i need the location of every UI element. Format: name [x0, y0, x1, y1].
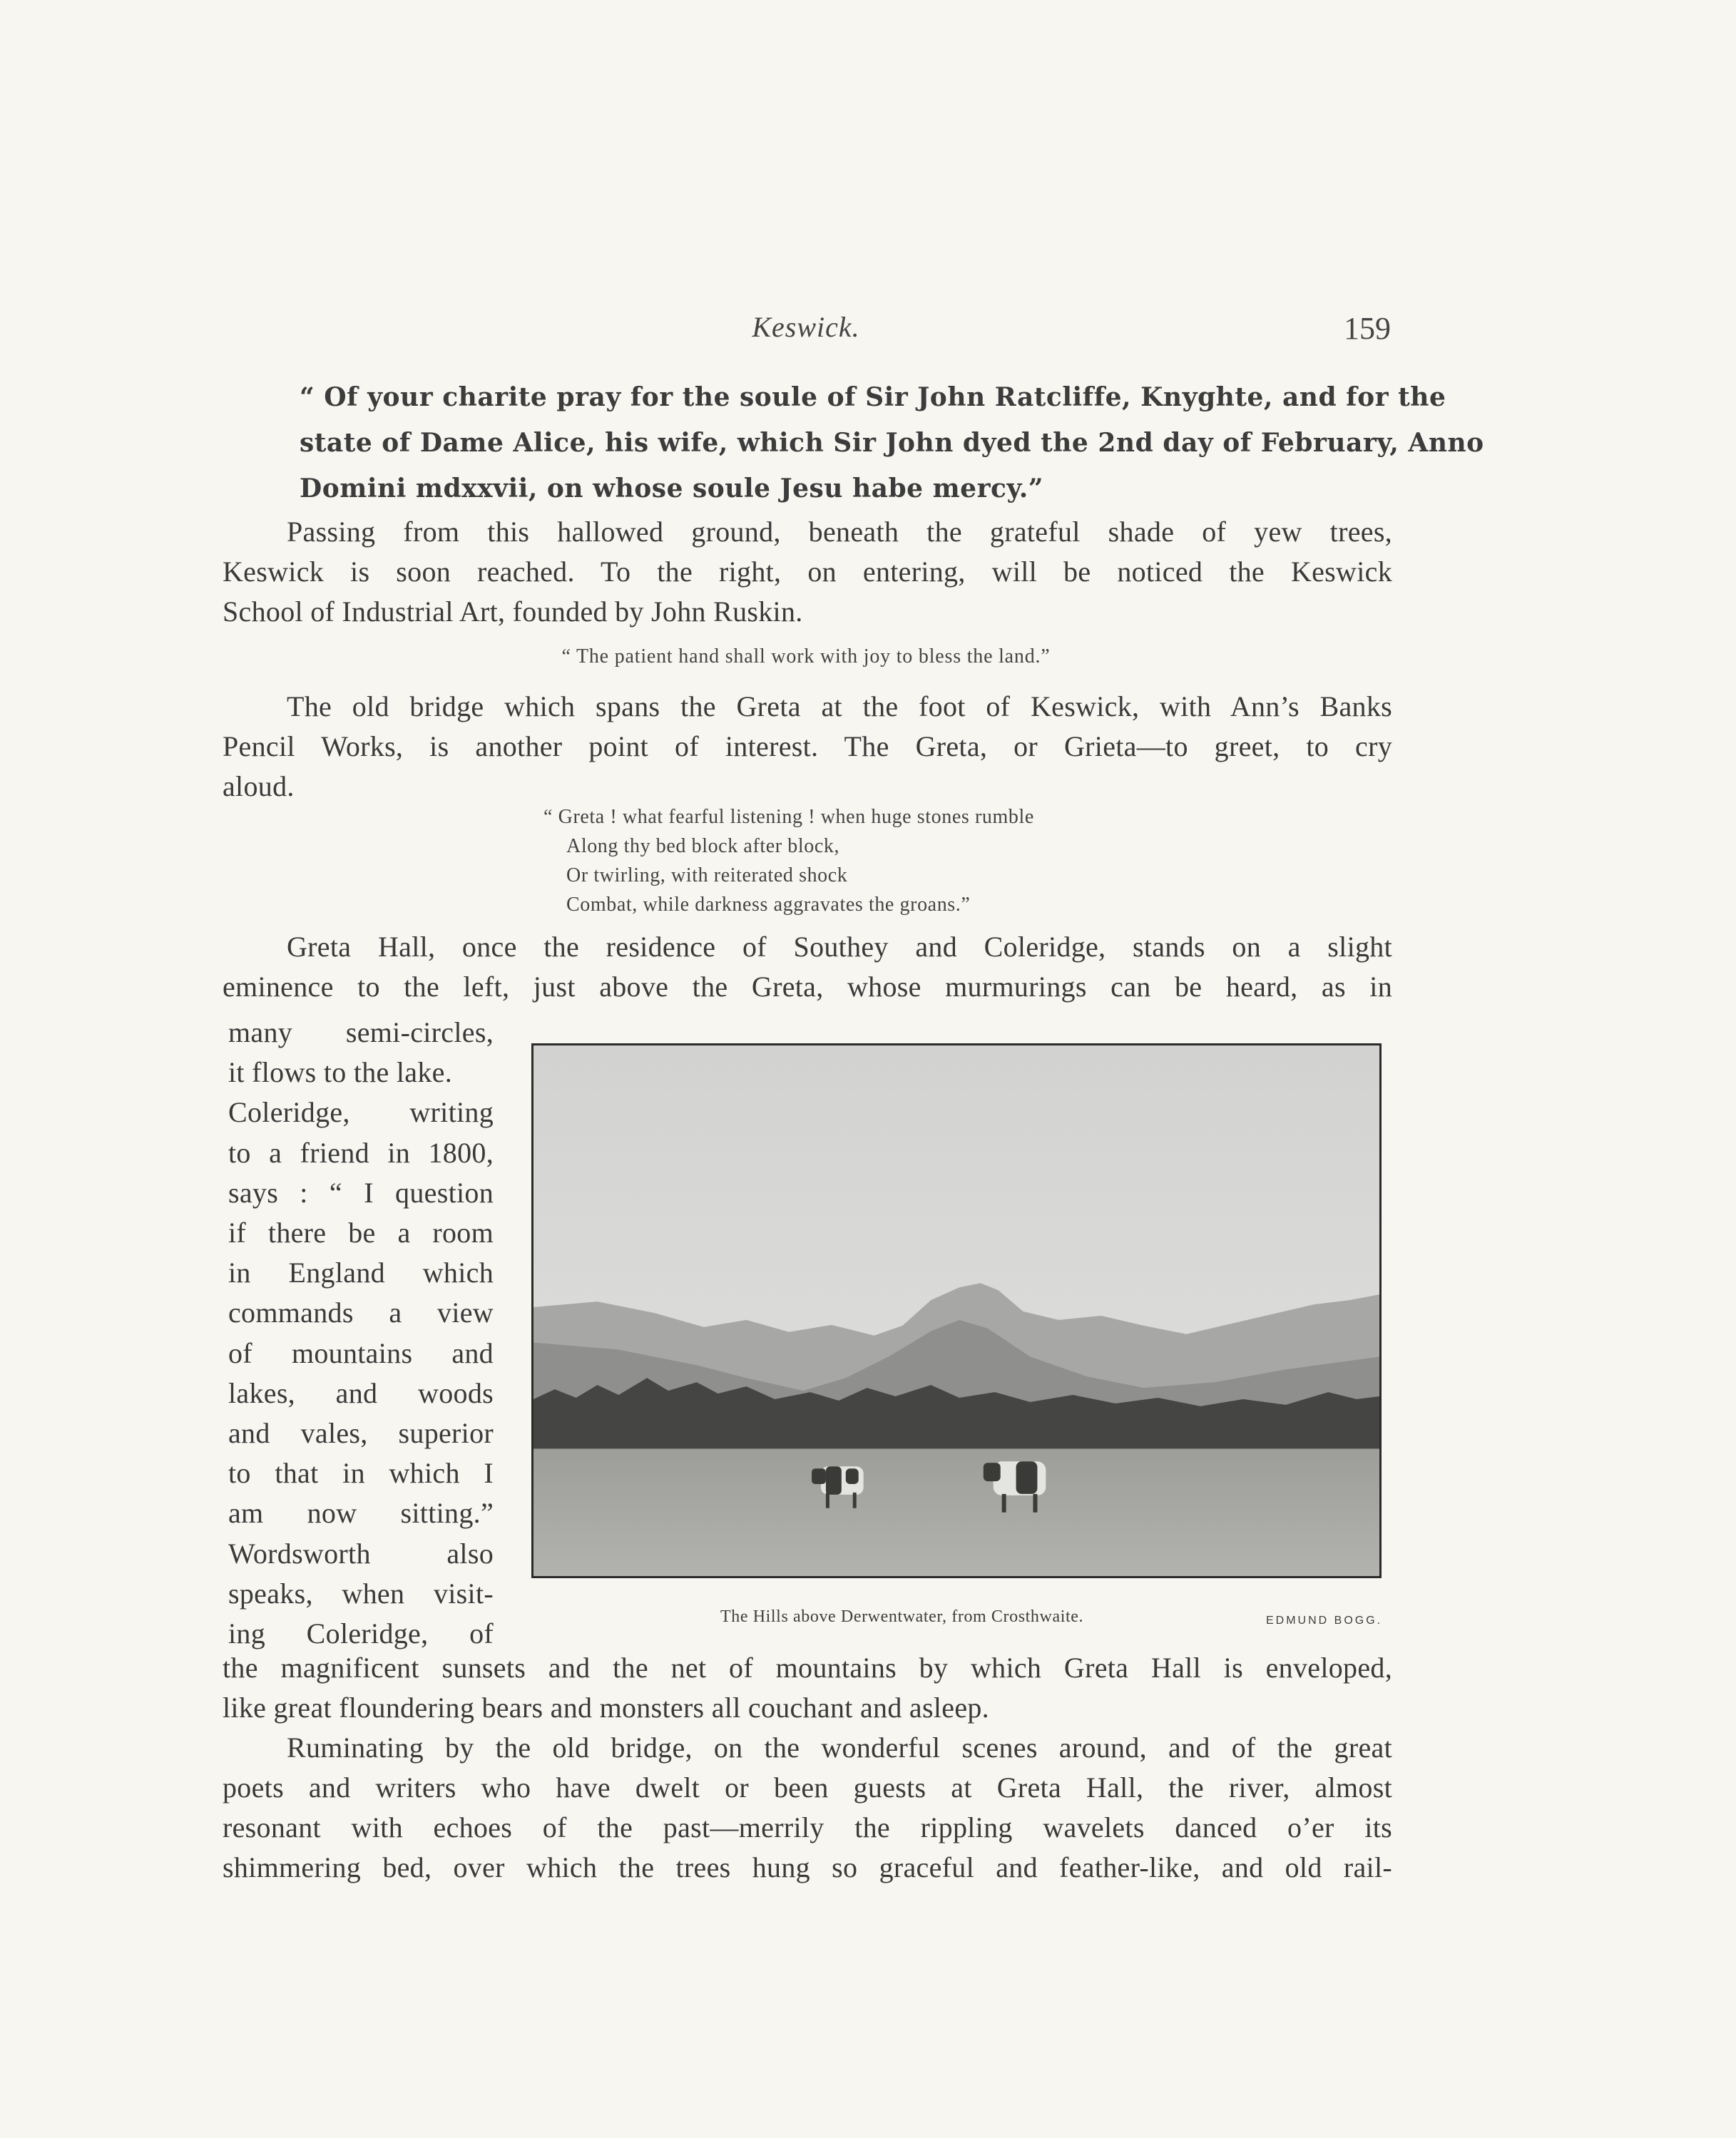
text-line: School of Industrial Art, founded by John Ruskin. [223, 595, 803, 628]
text-line: commands a view [228, 1296, 494, 1329]
epitaph-line: “ Of your charite pray for the soule of Sir John Ratcliffe, Knyghte, and for the [300, 382, 1446, 412]
text-line: to that in which I [228, 1457, 494, 1490]
paragraph-3-full [223, 927, 1392, 1007]
text-line: and vales, superior [228, 1417, 494, 1450]
paragraph-3-side-column [228, 1013, 494, 1654]
running-title: Keswick. [752, 311, 860, 343]
derwentwater-photograph [531, 1043, 1382, 1578]
text-line: speaks, when visit- [228, 1577, 494, 1610]
text-line: the magnificent sunsets and the net of mountains by which Greta Hall is enveloped, [223, 1652, 1392, 1684]
text-line: The old bridge which spans the Greta at the foot of Keswick, with Ann’s Banks [287, 690, 1392, 722]
paragraph-3-tail [223, 1648, 1392, 1728]
text-line: Keswick is soon reached. To the right, on entering, will be noticed the Keswick [223, 556, 1392, 588]
running-head [221, 310, 1391, 353]
text-line: Wordsworth also [228, 1537, 494, 1570]
page-number: 159 [1344, 311, 1391, 346]
text-line: Passing from this hallowed ground, beneath the grateful shade of yew trees, [287, 516, 1392, 548]
text-line: of mountains and [228, 1336, 494, 1369]
text-line: resonant with echoes of the past—merrily the rippling wavelets danced o’er its [223, 1811, 1392, 1843]
poem-line: Along thy bed block after block, [566, 835, 840, 857]
text-line: shimmering bed, over which the trees hung so graceful and feather-like, and old rail- [223, 1851, 1392, 1883]
text-line: to a friend in 1800, [228, 1136, 494, 1169]
text-line: ing Coleridge, of [228, 1617, 494, 1650]
paragraph-2 [223, 687, 1392, 807]
text-line: says : “ I question [228, 1176, 494, 1209]
coleridge-poem [543, 802, 1034, 919]
paragraph-4 [223, 1728, 1392, 1888]
text-line: if there be a room [228, 1217, 494, 1249]
text-line: Greta Hall, once the residence of Southey and Coleridge, stands on a slight [287, 931, 1392, 963]
text-line: Pencil Works, is another point of interest. The Greta, or Grieta—to greet, to cry [223, 730, 1392, 762]
text-line: many semi-circles, [228, 1016, 494, 1048]
epitaph-line: state of Dame Alice, his wife, which Sir John dyed the 2nd day of February, Anno [300, 428, 1484, 458]
text-line: lakes, and woods [228, 1376, 494, 1409]
poem-line: Or twirling, with reiterated shock [566, 864, 848, 886]
photo-caption: The Hills above Derwentwater, from Crosthwaite. [720, 1607, 1084, 1626]
text-line: in England which [228, 1257, 494, 1289]
epitaph-line: Domini mdxxvii, on whose soule Jesu habe mercy.” [300, 474, 1044, 503]
epitaph-blackletter [300, 374, 1484, 511]
poem-line: “ Greta ! what fearful listening ! when huge stones rumble [543, 806, 1034, 828]
poem-line: Combat, while darkness aggravates the groans.” [566, 894, 971, 916]
text-line: am now sitting.” [228, 1497, 494, 1530]
photo-credit: EDMUND BOGG. [1266, 1615, 1383, 1627]
text-line: eminence to the left, just above the Greta, whose murmurings can be heard, as in [223, 971, 1392, 1003]
photo-field [533, 1448, 1379, 1576]
photo-landscape [533, 1045, 1379, 1576]
paragraph-1 [223, 512, 1392, 632]
text-line: Coleridge, writing [228, 1096, 494, 1129]
text-line: aloud. [223, 770, 295, 802]
text-line: Ruminating by the old bridge, on the wonderful scenes around, and of the great [287, 1732, 1392, 1764]
text-line: poets and writers who have dwelt or been guests at Greta Hall, the river, almost [223, 1771, 1392, 1804]
ruskin-motto: “ The patient hand shall work with joy to bless the land.” [561, 645, 1051, 668]
text-line: like great floundering bears and monsters all couchant and asleep. [223, 1692, 989, 1724]
text-line: it flows to the lake. [228, 1056, 453, 1089]
